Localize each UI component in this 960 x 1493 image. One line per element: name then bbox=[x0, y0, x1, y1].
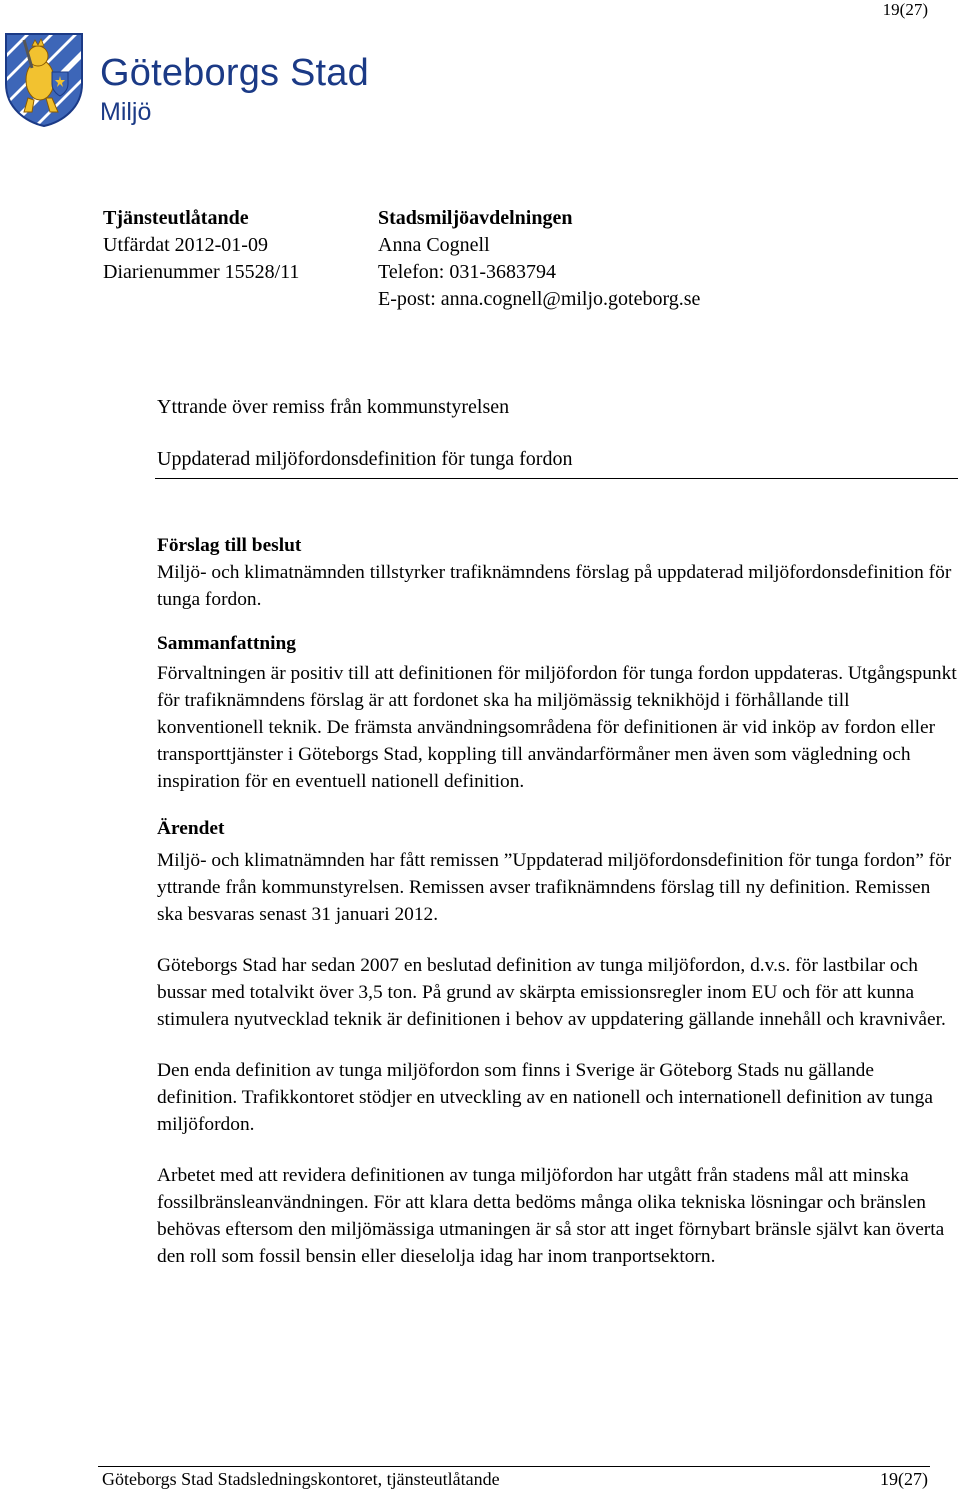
title-divider bbox=[155, 478, 958, 479]
document-body bbox=[157, 532, 957, 1270]
matter-paragraph-3: Den enda definition av tunga miljöfordon som finns i Sverige är Göteborg Stads nu gällande definition. Trafikkontoret stödjer en utveckling av en nationell och internationell definition av tunga miljöfordon. bbox=[157, 1060, 933, 1135]
matter-heading: Ärendet bbox=[157, 818, 225, 839]
contact-email: E-post: anna.cognell@miljo.goteborg.se bbox=[378, 288, 701, 310]
unit-name: Stadsmiljöavdelningen bbox=[378, 207, 573, 229]
page-number: 19(27) bbox=[882, 0, 928, 19]
document-type: Tjänsteutlåtande bbox=[103, 207, 249, 229]
registration-number: Diarienummer 15528/11 bbox=[103, 261, 300, 283]
footer-page-number: 19(27) bbox=[880, 1469, 928, 1489]
matter-paragraph-4: Arbetet med att revidera definitionen av tunga miljöfordon har utgått från stadens mål att minska fossilbränsleanvändningen. För att klara detta bedöms många olika tekniska lösningar och bränslen behövas eftersom den miljömässiga utmaningen är så stor att inget förnybart bränsle självt kan överta den roll som fossil bensin eller dieselolja idag har inom tranportsektorn. bbox=[157, 1165, 945, 1267]
proposal-heading: Förslag till beslut bbox=[157, 535, 302, 556]
summary-text: Förvaltningen är positiv till att definitionen för miljöfordon för tunga fordon uppdateras. Utgångspunkt för trafiknämndens förslag är att fordonet ska ha miljömässig teknikhöjd i förhållande till konventionell teknik. De främsta användningsområdena för definitionen är vid inköp av fordon eller transporttjänster i Göteborgs Stad, koppling till användarförmåner men även som vägledning och inspiration för en eventuell nationell definition. bbox=[157, 663, 957, 792]
meta-left bbox=[103, 205, 299, 286]
summary-heading: Sammanfattning bbox=[157, 633, 296, 654]
footer-text: Göteborgs Stad Stadsledningskontoret, tjänsteutlåtande bbox=[102, 1469, 500, 1489]
matter-paragraph-1: Miljö- och klimatnämnden har fått remissen ”Uppdaterad miljöfordonsdefinition för tunga fordon” för yttrande från kommunstyrelsen. Remissen avser trafiknämndens förslag till ny definition. Remissen ska besvaras senast 31 januari 2012. bbox=[157, 850, 952, 925]
meta-right bbox=[378, 205, 700, 313]
document-title: Yttrande över remiss från kommunstyrelsen bbox=[157, 396, 510, 418]
department-name: Miljö bbox=[100, 98, 152, 126]
document-subtitle: Uppdaterad miljöfordonsdefinition för tunga fordon bbox=[157, 448, 573, 470]
matter-paragraph-2: Göteborgs Stad har sedan 2007 en beslutad definition av tunga miljöfordon, d.v.s. för lastbilar och bussar med totalvikt över 3,5 ton. På grund av skärpta emissionsregler inom EU och för att kunna stimulera nyutvecklad teknik är definitionen i behov av uppdatering gällande innehåll och kravnivåer. bbox=[157, 955, 946, 1030]
contact-name: Anna Cognell bbox=[378, 234, 490, 256]
issued-date: Utfärdat 2012-01-09 bbox=[103, 234, 268, 256]
organization-name: Göteborgs Stad bbox=[100, 52, 369, 94]
footer-divider bbox=[98, 1466, 930, 1467]
goteborg-coat-of-arms-icon bbox=[2, 28, 86, 128]
contact-phone: Telefon: 031-3683794 bbox=[378, 261, 557, 283]
proposal-text: Miljö- och klimatnämnden tillstyrker trafiknämndens förslag på uppdaterad miljöfordonsdefinition för tunga fordon. bbox=[157, 562, 952, 610]
